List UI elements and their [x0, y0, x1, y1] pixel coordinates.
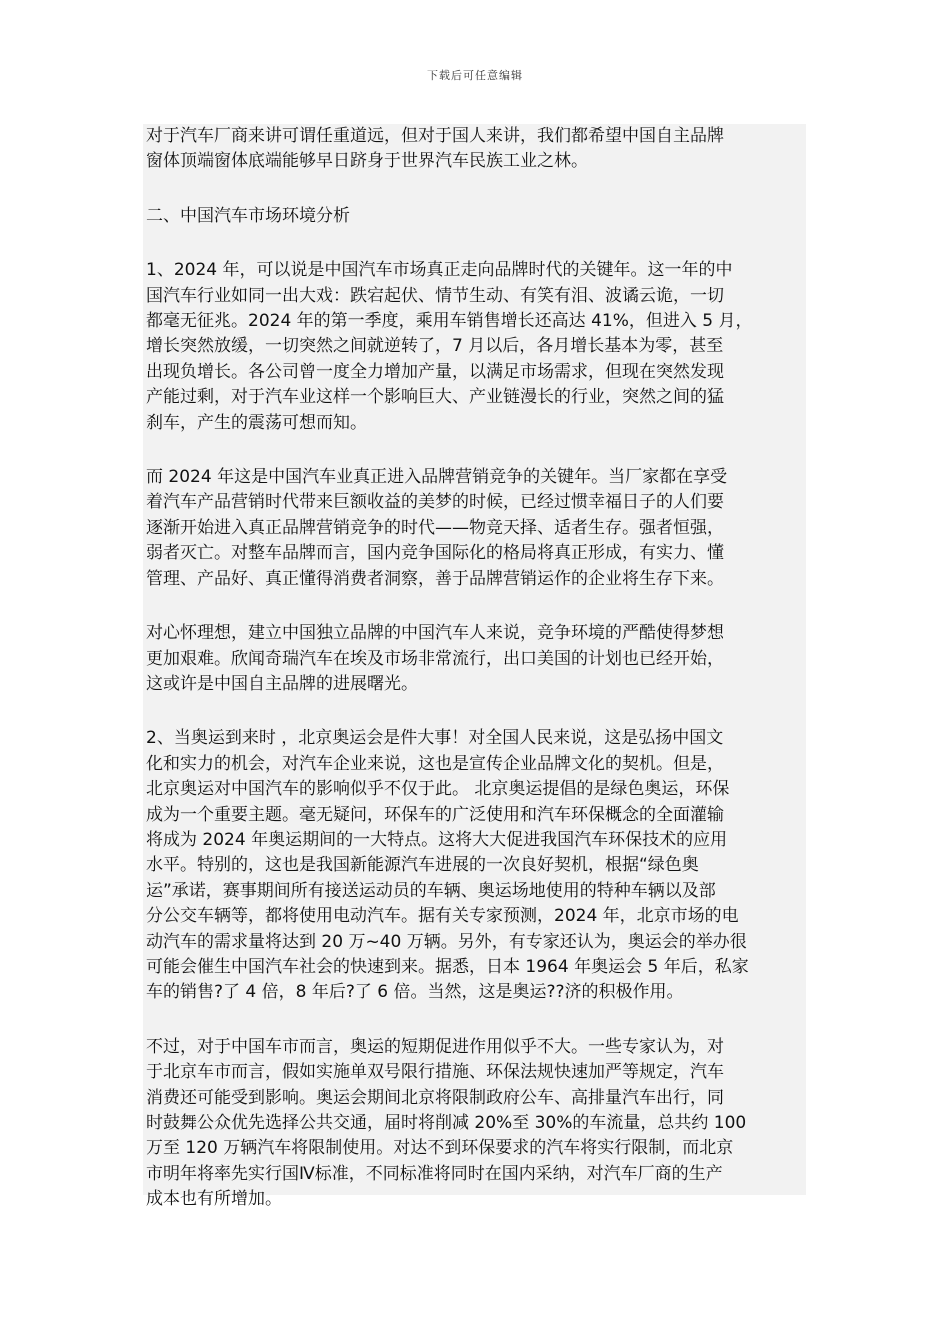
- document-body: [143, 124, 806, 1210]
- section-heading: 二、中国汽车市场环境分析: [146, 205, 350, 226]
- paragraph-intro: 对于汽车厂商来讲可谓任重道远，但对于国人来讲，我们都希望中国自主品牌 窗体顶端窗体底端能够早日跻身于世界汽车民族工业之林。: [146, 126, 724, 172]
- paragraph-3: 对心怀理想，建立中国独立品牌的中国汽车人来说，竞争环境的严酷使得梦想 更加艰难。欣闻奇瑞汽车在埃及市场非常流行，出口美国的计划也已经开始， 这或许是中国自主品牌的进展曙光。: [146, 623, 724, 694]
- paragraph-2: 而 2024 年这是中国汽车业真正进入品牌营销竞争的关键年。当厂家都在享受 着汽车产品营销时代带来巨额收益的美梦的时候，已经过惯幸福日子的人们要 逐渐开始进入真正品牌营销竞争的时代——物竞天择、适者生存。强者恒强， 弱者灭亡。对整车品牌而言，国内竞争国际化的格局将真正形成，有实力、懂 管理、产品好、真正懂得消费者洞察，善于品牌营销运作的企业将生存下来。: [146, 467, 728, 589]
- paragraph-1: 1、2024 年，可以说是中国汽车市场真正走向品牌时代的关键年。这一年的中 国汽车行业如同一出大戏：跌宕起伏、情节生动、有笑有泪、波谲云诡，一切 都毫无征兆。2024 年的第一季度，乘用车销售增长还高达 41%，但进入 5 月， 增长突然放缓，一切突然之间就逆转了，7 月以后，各月增长基本为零，甚至 出现负增长。各公司曾一度全力增加产量，以满足市场需求，但现在突然发现 产能过剩，对于汽车业这样一个影响巨大、产业链漫长的行业，突然之间的猛 刹车，产生的震荡可想而知。: [146, 260, 753, 433]
- page-header: 下载后可任意编辑: [427, 69, 523, 82]
- paragraph-5: 不过，对于中国车市而言，奥运的短期促进作用似乎不大。一些专家认为，对 于北京车市而言，假如实施单双号限行措施、环保法规快速加严等规定，汽车 消费还可能受到影响。奥运会期间北京将限制政府公车、高排量汽车出行，同 时鼓舞公众优先选择公共交通，届时将削减 20%至 30%的车流量，总共约 100 万至 120 万辆汽车将限制使用。对达不到环保要求的汽车将实行限制，而北京 市明年将率先实行国Ⅳ标准，不同标准将同时在国内采纳，对汽车厂商的生产 成本也有所增加。: [146, 1036, 747, 1210]
- paragraph-4: 2、当奥运到来时 ，北京奥运会是件大事！对全国人民来说，这是弘扬中国文 化和实力的机会，对汽车企业来说，这也是宣传企业品牌文化的契机。但是， 北京奥运对中国汽车的影响似乎不仅于此。 北京奥运提倡的是绿色奥运，环保 成为一个重要主题。毫无疑问，环保车的广泛使用和汽车环保概念的全面灌输 将成为 2024 年奥运期间的一大特点。这将大大促进我国汽车环保技术的应用 水平。特别的，这也是我国新能源汽车进展的一次良好契机，根据“绿色奥 运”承诺，赛事期间所有接送运动员的车辆、奥运场地使用的特种车辆以及部 分公交车辆等，都将使用电动汽车。据有关专家预测，2024 年，北京市场的电 动汽车的需求量将达到 20 万~40 万辆。另外，有专家还认为，奥运会的举办很 可能会催生中国汽车社会的快速到来。据悉，日本 1964 年奥运会 5 年后，私家 车的销售?了 4 倍，8 年后?了 6 倍。当然，这是奥运??济的积极作用。: [146, 728, 749, 1003]
